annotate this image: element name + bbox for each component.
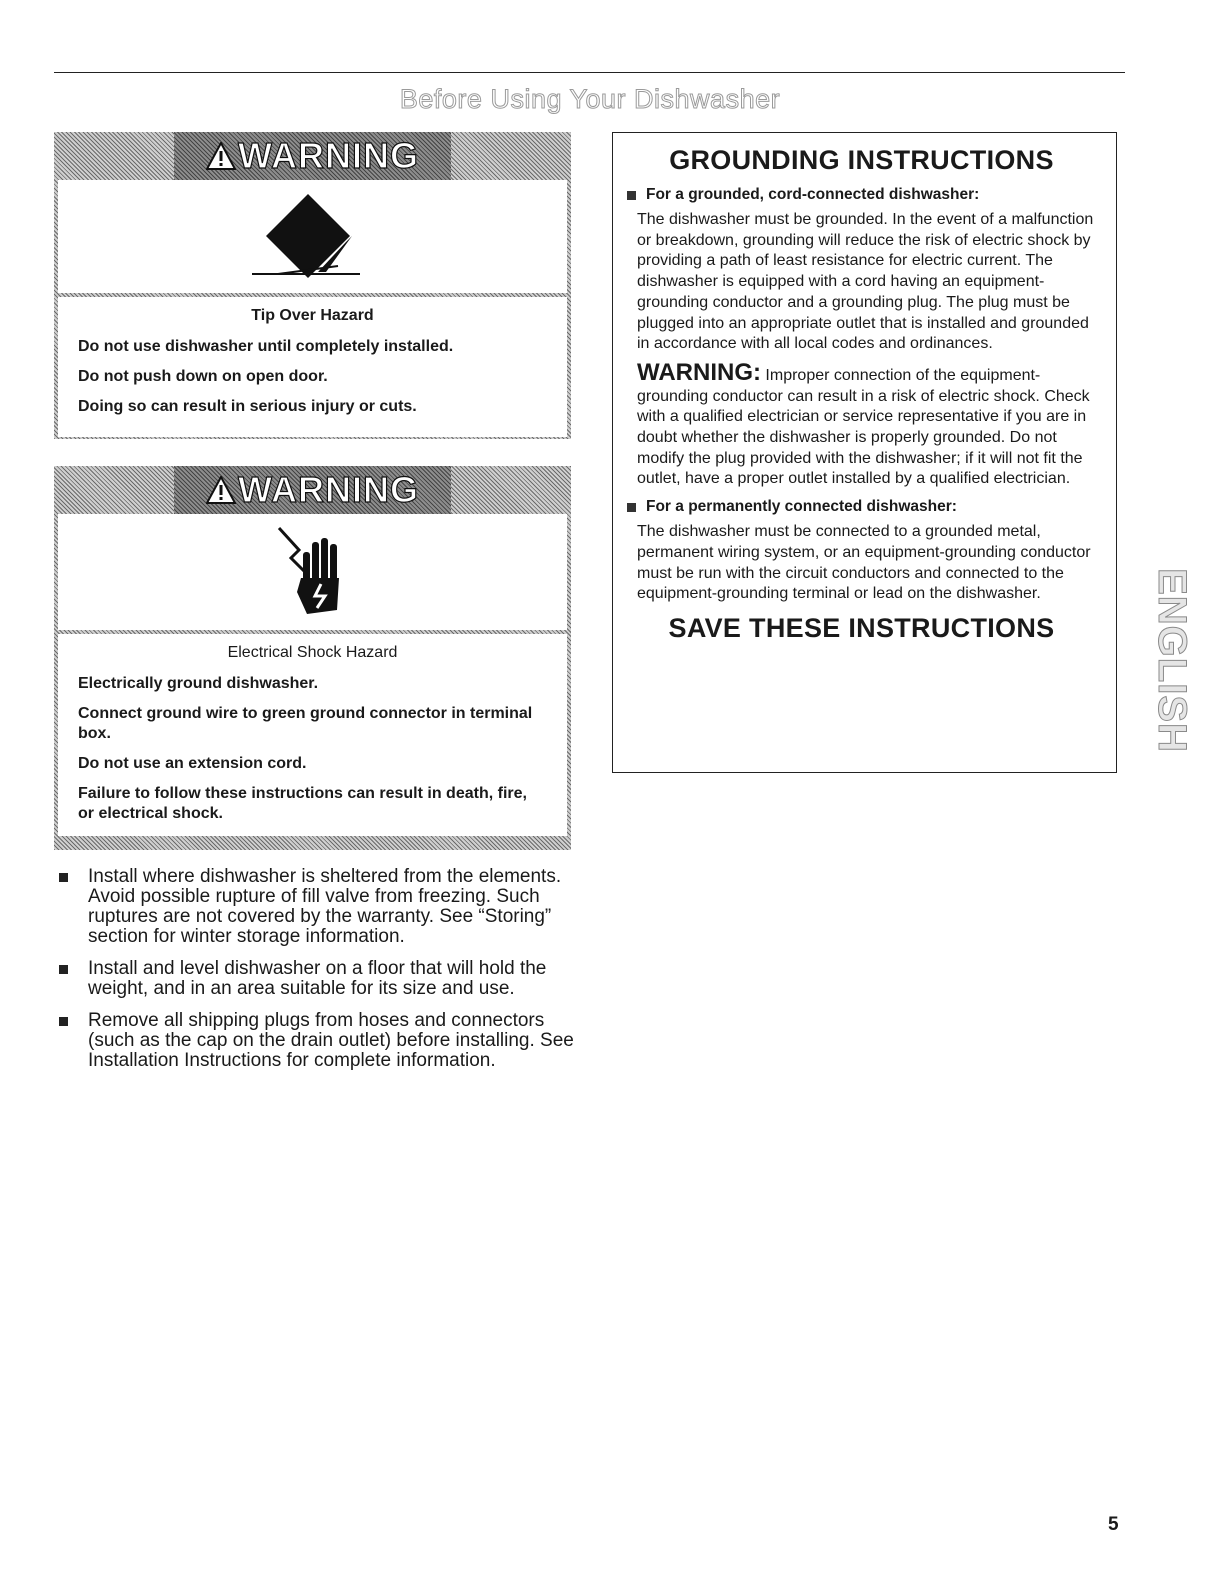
bullet-square-icon (59, 873, 68, 882)
grounding-warning-text: WARNING: Improper connection of the equipment-grounding conductor can result in a risk of electric shock. Check with a qualified electrician or service representative if you are in doubt whether the dishwasher is properly grounded. Do not modify the plug provided with the dishwasher; if it will not fit the outlet, have a proper outlet installed by a qualified electrician. (637, 358, 1090, 488)
alert-triangle-icon (206, 476, 236, 504)
hazard-title: Tip Over Hazard (251, 307, 374, 324)
cord-connected-heading: For a grounded, cord-connected dishwasher: (627, 186, 1096, 204)
bullet-square-icon (627, 191, 636, 200)
warning-header (54, 132, 571, 180)
page-number: 5 (1108, 1514, 1119, 1535)
tip-over-text (58, 297, 567, 437)
bullet-square-icon (59, 965, 68, 974)
tip-over-icon-area (58, 180, 567, 293)
inline-warning-label: WARNING: (637, 358, 761, 386)
list-item: Install where dishwasher is sheltered from the elements. Avoid possible rupture of fill valve from freezing. Such ruptures are not covered by the warranty. See “Storing” section for winter storage information. (54, 867, 574, 947)
hazard-line: Do not use dishwasher until completely installed. (78, 338, 454, 355)
hazard-line: Doing so can result in serious injury or cuts. (78, 398, 417, 415)
grounding-title: GROUNDING INSTRUCTIONS (669, 145, 1054, 175)
tip-over-warning-box (54, 132, 571, 439)
warning-title: WARNING (206, 469, 419, 511)
cord-connected-text: The dishwasher must be grounded. In the event of a malfunction or breakdown, grounding will reduce the risk of electric shock by providing a path of least resistance for electric current. The dishwasher is equipped with a cord having an equipment-grounding conductor and a grounding plug. The plug must be plugged into an appropriate outlet that is installed and grounded in accordance with all local codes and ordinances. (637, 211, 1094, 353)
top-rule (54, 72, 1125, 73)
hazard-line: Electrically ground dishwasher. (78, 675, 319, 692)
warning-title: WARNING (206, 135, 419, 177)
electrical-shock-warning-box (54, 466, 571, 850)
list-item: Remove all shipping plugs from hoses and connectors (such as the cap on the drain outlet) before installing. See Installation Instructions for complete information. (54, 1011, 574, 1071)
language-side-tab: ENGLISH (1149, 567, 1194, 753)
hazard-line: Do not push down on open door. (78, 368, 328, 385)
bullet-square-icon (627, 503, 636, 512)
section-title: Before Using Your Dishwasher (399, 84, 781, 114)
grounding-instructions-box (612, 132, 1117, 773)
hazard-line: Failure to follow these instructions can result in death, fire, or electrical shock. (78, 785, 527, 822)
tip-over-icon (248, 192, 378, 282)
hazard-line: Do not use an extension cord. (78, 755, 307, 772)
permanent-heading: For a permanently connected dishwasher: (627, 498, 1096, 516)
alert-triangle-icon (206, 142, 236, 170)
bullet-square-icon (59, 1017, 68, 1026)
list-item: Install and level dishwasher on a floor that will hold the weight, and in an area suitable for its size and use. (54, 959, 574, 999)
install-bullets (54, 867, 574, 1083)
hazard-title: Electrical Shock Hazard (227, 644, 398, 661)
warning-header (54, 466, 571, 514)
permanent-text: The dishwasher must be connected to a grounded metal, permanent wiring system, or an equipment-grounding conductor must be run with the circuit conductors and connected to the equipment-grounding terminal or lead on the dishwasher. (637, 523, 1091, 603)
hazard-line: Connect ground wire to green ground connector in terminal box. (78, 705, 533, 742)
shock-icon-area (58, 514, 567, 630)
save-instructions-title: SAVE THESE INSTRUCTIONS (668, 612, 1055, 643)
electric-shock-hand-icon (273, 524, 353, 620)
shock-text (58, 634, 567, 836)
